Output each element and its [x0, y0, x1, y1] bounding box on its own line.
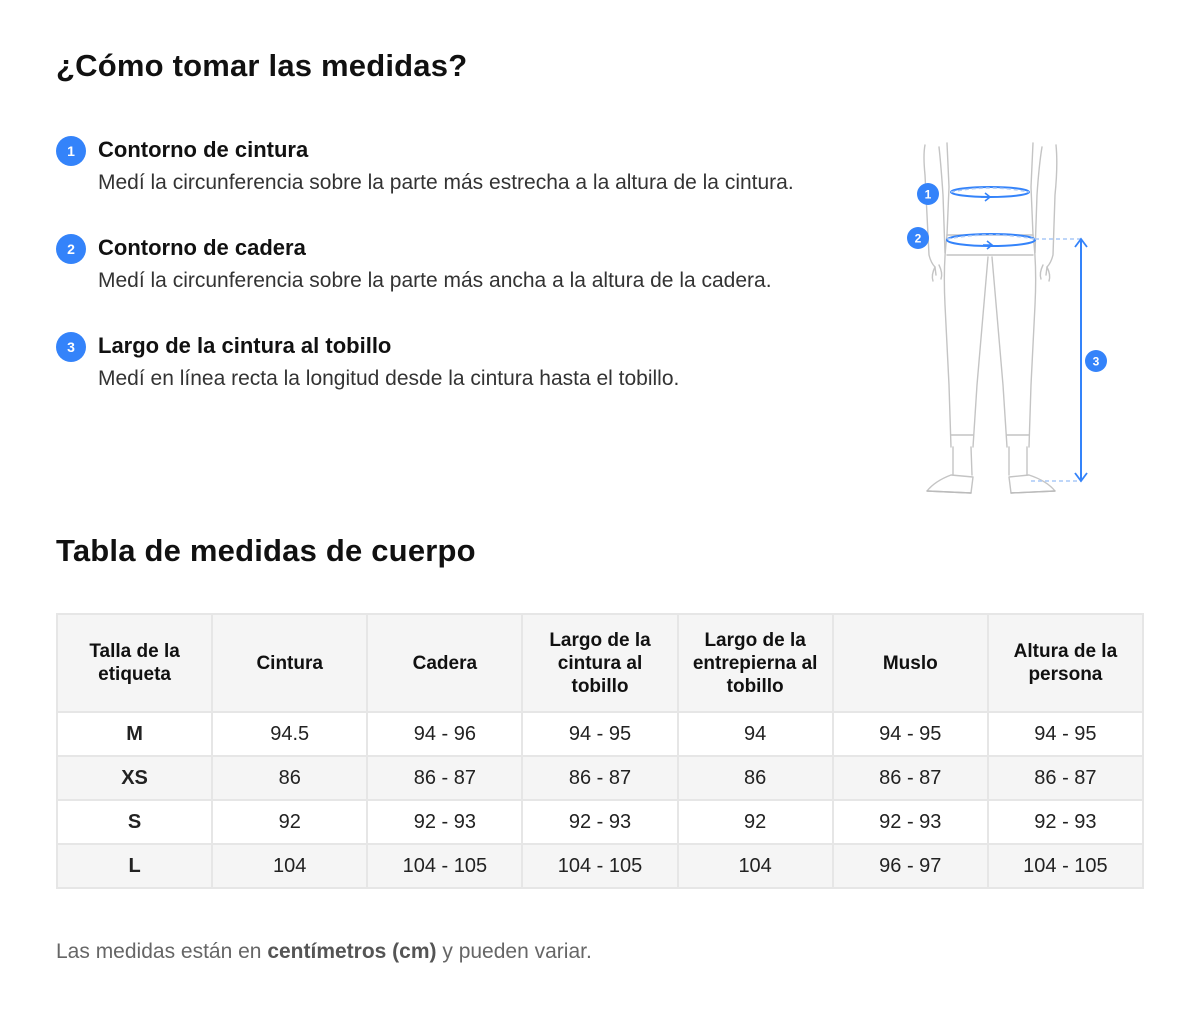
step-waist [56, 136, 816, 196]
table-cell: 104 - 105 [367, 844, 522, 888]
table-cell: 104 [212, 844, 367, 888]
table-cell: 92 [678, 800, 833, 844]
header-thigh: Muslo [833, 614, 988, 712]
table-cell: 104 - 105 [988, 844, 1143, 888]
table-header-row [57, 614, 1143, 712]
table-cell: 104 [678, 844, 833, 888]
header-hip: Cadera [367, 614, 522, 712]
table-cell: 92 - 93 [367, 800, 522, 844]
measurement-instructions [56, 136, 816, 430]
footnote-text-end: y pueden variar. [436, 940, 592, 963]
header-waist-to-ankle: Largo de la cintura al tobillo [522, 614, 677, 712]
header-inseam: Largo de la entrepierna al tobillo [678, 614, 833, 712]
table-cell: 94 - 95 [833, 712, 988, 756]
step-title: Contorno de cintura [98, 137, 309, 162]
table-cell: 92 - 93 [988, 800, 1143, 844]
table-row [57, 712, 1143, 756]
header-person-height: Altura de la persona [988, 614, 1143, 712]
table-cell: 94.5 [212, 712, 367, 756]
step-description: Medí en línea recta la longitud desde la cintura hasta el tobillo. [98, 367, 680, 390]
table-cell: 94 - 95 [988, 712, 1143, 756]
hip-measure-marker [907, 227, 1035, 249]
step-description: Medí la circunferencia sobre la parte más estrecha a la altura de la cintura. [98, 171, 794, 194]
table-row [57, 800, 1143, 844]
table-title: Tabla de medidas de cuerpo [56, 533, 476, 568]
marker-number: 3 [1092, 354, 1100, 369]
step-hip [56, 234, 816, 294]
size-cell: XS [57, 756, 212, 800]
table-cell: 86 [212, 756, 367, 800]
table-cell: 104 - 105 [522, 844, 677, 888]
size-cell: L [57, 844, 212, 888]
step-number-badge: 2 [56, 234, 86, 264]
table-cell: 86 - 87 [833, 756, 988, 800]
footnote-text: Las medidas están en [56, 940, 268, 963]
table-cell: 86 - 87 [522, 756, 677, 800]
table-cell: 92 - 93 [522, 800, 677, 844]
table-cell: 86 - 87 [367, 756, 522, 800]
length-measure-marker [1031, 239, 1107, 481]
units-footnote [56, 940, 592, 964]
step-title: Largo de la cintura al tobillo [98, 333, 392, 358]
step-waist-to-ankle [56, 332, 816, 392]
size-table [56, 613, 1144, 889]
table-cell: 92 [212, 800, 367, 844]
table-cell: 94 - 95 [522, 712, 677, 756]
size-cell: M [57, 712, 212, 756]
body-measurement-figure [905, 135, 1125, 505]
header-size-label: Talla de la etiqueta [57, 614, 212, 712]
footnote-emphasis: centímetros (cm) [267, 940, 437, 963]
step-number-badge: 1 [56, 136, 86, 166]
step-number-badge: 3 [56, 332, 86, 362]
marker-number: 1 [924, 187, 932, 202]
marker-number: 2 [914, 231, 922, 246]
waist-measure-marker [917, 183, 1029, 205]
size-cell: S [57, 800, 212, 844]
table-row [57, 844, 1143, 888]
table-row [57, 756, 1143, 800]
header-waist: Cintura [212, 614, 367, 712]
table-cell: 86 [678, 756, 833, 800]
table-cell: 94 - 96 [367, 712, 522, 756]
table-cell: 94 [678, 712, 833, 756]
table-cell: 96 - 97 [833, 844, 988, 888]
table-cell: 86 - 87 [988, 756, 1143, 800]
step-title: Contorno de cadera [98, 235, 306, 260]
page-title: ¿Cómo tomar las medidas? [56, 48, 468, 83]
table-cell: 92 - 93 [833, 800, 988, 844]
step-description: Medí la circunferencia sobre la parte más ancha a la altura de la cadera. [98, 269, 772, 292]
